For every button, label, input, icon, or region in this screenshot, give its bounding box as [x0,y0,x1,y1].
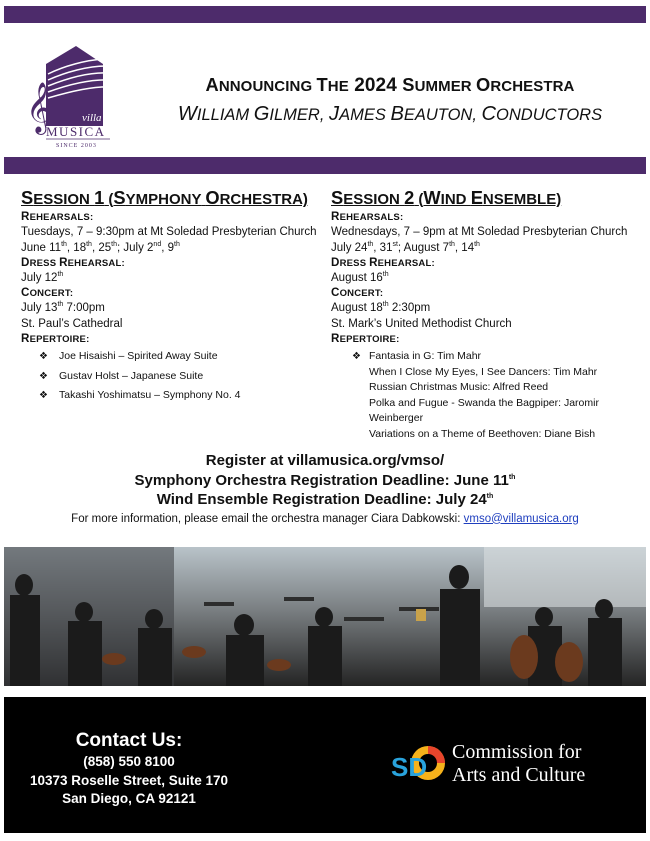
commission-name [452,741,585,786]
repertoire-label: REPERTOIRE: [331,332,400,345]
more-info-line [0,513,650,525]
contact-footer [4,697,646,833]
concert-label: CONCERT: [21,287,74,300]
repertoire-item: ❖ Joe Hisaishi – Spirited Away Suite [21,349,321,364]
svg-text:villa: villa [82,112,102,124]
concert-venue: St. Mark’s United Methodist Church [331,317,512,330]
concert-venue: St. Paul’s Cathedral [21,317,123,330]
register-url-line: Register at villamusica.org/vmso/ [205,452,445,469]
contact-street: 10373 Roselle Street, Suite 170 [29,772,229,788]
concert-date: July 13th 7:00pm [21,301,105,315]
commission-logo [390,739,640,789]
svg-text:𝄞: 𝄞 [26,82,53,133]
top-banner-bar [4,6,646,23]
repertoire-item: Variations on a Theme of Beethoven: Diane Bish [369,428,596,440]
dress-rehearsal-date: July 12th [21,271,64,285]
announcement-header [140,74,640,126]
session-1-column [21,187,321,408]
email-link[interactable]: vmso@villamusica.org [463,512,579,525]
symphony-deadline: Symphony Orchestra Registration Deadline: June 11th [134,471,516,489]
commission-line-2: Arts and Culture [452,763,586,786]
dress-rehearsal-label: DRESS REHEARSAL: [21,256,125,269]
session-2-column [331,187,641,443]
svg-text:MUSICA: MUSICA [46,124,106,139]
contact-phone: (858) 550 8100 [83,754,175,769]
wind-ensemble-deadline: Wind Ensemble Registration Deadline: July 24th [156,491,494,508]
title-rest: SUMMER ORCHESTRA [402,74,575,95]
announcement-title [140,74,640,97]
rehearsal-dates: July 24th, 31st; August 7th, 14th [331,240,480,254]
svg-text:SD: SD [391,752,428,782]
repertoire-item: When I Close My Eyes, I See Dancers: Tim Mahr [369,365,598,378]
contact-city: San Diego, CA 92121 [62,791,196,806]
concert-date: August 18th 2:30pm [331,301,431,315]
rehearsal-dates: June 11th, 18th, 25th; July 2nd, 9th [21,240,180,254]
orchestra-photo [4,547,646,686]
conductors-subtitle: WILLIAM GILMER, JAMES BEAUTON, CONDUCTORS [177,103,603,125]
registration-info [0,451,650,525]
repertoire-list [21,349,321,404]
more-info-text: For more information, please email the orchestra manager Ciara Dabkowski: [71,512,461,525]
svg-text:SINCE 2003: SINCE 2003 [56,143,97,149]
repertoire-label: REPERTOIRE: [21,332,90,345]
sd-logo-icon [390,739,450,789]
repertoire-item: ❖ Fantasia in G: Tim Mahr [331,349,641,365]
section-divider-bar [4,157,646,174]
rehearsals-label: REHEARSALS: [331,211,404,224]
rehearsals-time: Tuesdays, 7 – 9:30pm at Mt Soledad Presbyterian Church [21,226,317,239]
dress-rehearsal-date: August 16th [331,271,389,285]
repertoire-item: ❖ Gustav Holst – Japanese Suite [21,369,321,384]
repertoire-list [331,349,641,443]
commission-line-1: Commission for [452,741,582,763]
rehearsals-label: REHEARSALS: [21,211,94,224]
repertoire-item: Polka and Fugue - Swanda the Bagpiper: Jaromir Weinberger [369,396,599,425]
villa-musica-logo [24,44,124,150]
title-announcing: ANNOUNCING THE [205,74,349,95]
repertoire-item: Russian Christmas Music: Alfred Reed [369,381,549,394]
rehearsals-time: Wednesdays, 7 – 9pm at Mt Soledad Presbyterian Church [331,226,628,239]
session-1-title: SESSION 1 (SYMPHONY ORCHESTRA) [21,187,308,208]
dress-rehearsal-label: DRESS REHEARSAL: [331,256,435,269]
contact-block [4,729,254,809]
concert-label: CONCERT: [331,287,384,300]
title-year: 2024 [354,75,397,96]
contact-title: Contact Us: [75,730,183,751]
session-2-title: SESSION 2 (WIND ENSEMBLE) [331,187,562,208]
repertoire-item: ❖ Takashi Yoshimatsu – Symphony No. 4 [21,388,321,403]
